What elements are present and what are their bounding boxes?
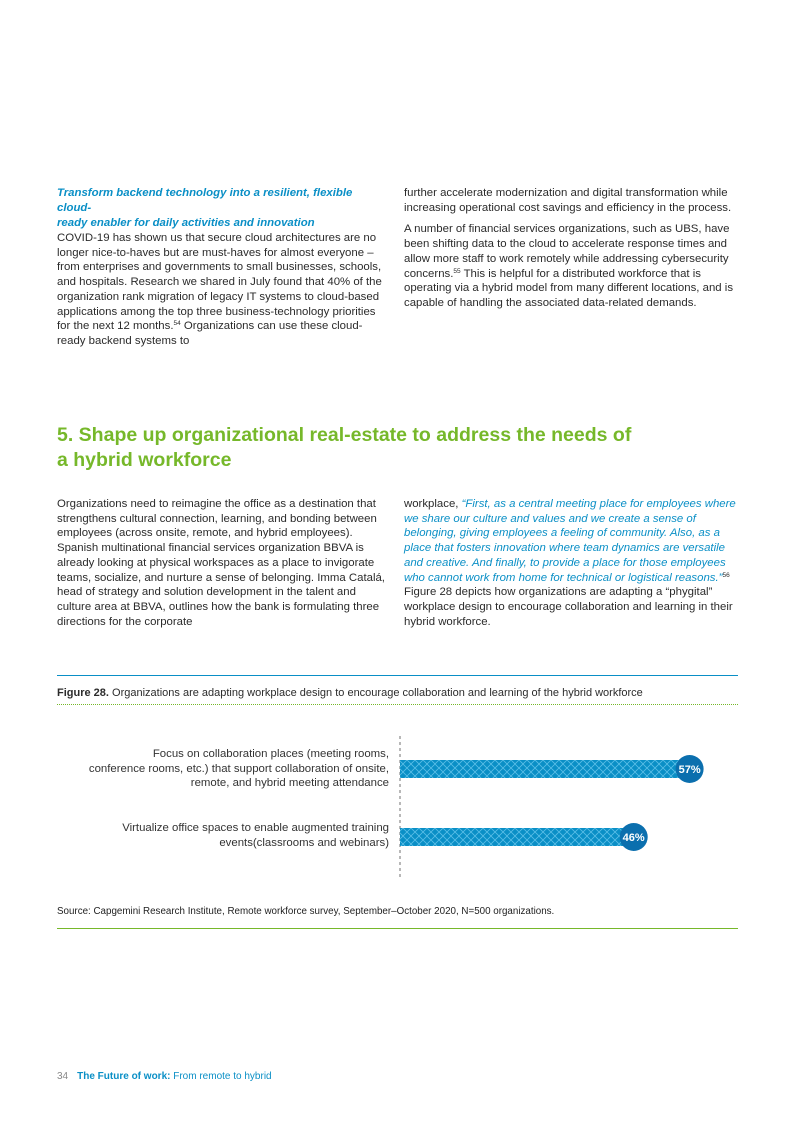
page-number: 34 [57, 1071, 69, 1082]
bar-chart [395, 736, 735, 878]
subsection-heading [57, 186, 389, 231]
section-right-column [404, 497, 738, 629]
paragraph-ubs-tail: This is helpful for a distributed workforce that is operating via a hybrid model from many different locations, and is capable of handling the associated data-related demands. [404, 267, 734, 309]
paragraph-bbva: Organizations need to reimagine the office as a destination that strengthens cultural connection, learning, and bonding between employees (across onsite, remote, and hybrid employees). Spanish multinational financial services organization BBVA is already looking at physical workspaces as a place to invigorate teams, socialize, and nurture a sense of belonging. Imma Catalá, head of strategy and solution development in the talent and culture area at BBVA, outlines how the bank is formulating three directions for the corporate [57, 498, 385, 628]
footnote-ref-56: 56 [722, 571, 730, 579]
footer-brand: The Future of work: [77, 1071, 171, 1082]
bbva-quote: “First, as a central meeting place for employees where we share our culture and values and we create a sense of belonging, giving employees a feeling of community. Also, as a place that fosters innovation where team dynamics are versatile and creative. And finally, to provide a place for those employees who cannot work from home for technical or logistical reasons.” [404, 498, 736, 584]
figure-caption-text: Organizations are adapting workplace design to encourage collaboration and learning of the hybrid workforce [108, 687, 643, 699]
bar-label-virtualize [40, 821, 389, 850]
paragraph-cloud [57, 231, 389, 349]
figure-label: Figure 28. [57, 687, 109, 699]
value-label-collaboration: 57% [678, 764, 701, 776]
paragraph-workplace-tail: Figure 28 depicts how organizations are adapting a “phygital” workplace design to encourage collaboration and learning in their hybrid workforce. [404, 586, 733, 628]
top-left-column [57, 186, 389, 349]
figure-bottom-rule [57, 928, 738, 929]
section-title-line2: a hybrid workforce [57, 448, 232, 471]
bar-label-virtualize-line1: Virtualize office spaces to enable augmented training [122, 822, 389, 834]
subsection-heading-line2: ready enabler for daily activities and innovation [57, 217, 315, 229]
bar-label-virtualize-line2: events(classrooms and webinars) [219, 836, 389, 849]
figure-top-rule [57, 675, 738, 676]
section-title [57, 423, 757, 472]
paragraph-ubs-text: A number of financial services organizations, such as UBS, have been shifting data to the cloud to accelerate response times and allow more staff to work remotely while addressing cybersecurity concerns. [404, 223, 730, 280]
paragraph-modernization: further accelerate modernization and digital transformation while increasing operational cost savings and efficiency in the process. [404, 187, 732, 214]
top-right-column [404, 186, 738, 311]
paragraph-workplace-lead: workplace, [404, 498, 462, 510]
bar-label-collaboration-line1: Focus on collaboration places (meeting rooms, [152, 748, 389, 760]
footer-subtitle: From remote to hybrid [170, 1071, 272, 1082]
value-label-virtualize: 46% [622, 832, 645, 844]
bar-collaboration [400, 760, 690, 778]
figure-caption [57, 686, 747, 700]
bar-label-collaboration [40, 747, 389, 791]
section-left-column [57, 497, 389, 629]
subsection-heading-line1: Transform backend technology into a resilient, flexible cloud- [57, 187, 353, 214]
paragraph-ubs [404, 222, 738, 310]
figure-source: Source: Capgemini Research Institute, Remote workforce survey, September–October 2020, N=500 organizations. [57, 906, 555, 917]
bar-virtualize [400, 828, 634, 846]
figure-caption-divider [57, 704, 738, 705]
paragraph-cloud-tail: Organizations can use these cloud-ready backend systems to [57, 320, 363, 347]
footnote-ref-54: 54 [173, 320, 181, 328]
bar-label-collaboration-line3: remote, and hybrid meeting attendance [190, 777, 389, 790]
paragraph-cloud-text: COVID-19 has shown us that secure cloud architectures are no longer nice-to-haves but are must-haves for almost everyone – from enterprises and governments to small businesses, schools, and hospitals. Research we shared in July found that 40% of the organization rank migration of legacy IT systems to cloud-based applications among the top three business-technology priorities for the next 12 months. [57, 232, 382, 333]
page-footer [57, 1071, 272, 1082]
footnote-ref-55: 55 [453, 267, 461, 275]
section-title-line1: 5. Shape up organizational real-estate to address the needs of [57, 424, 632, 446]
paragraph-workplace [404, 497, 738, 629]
bar-label-collaboration-line2: conference rooms, etc.) that support collaboration of onsite, [88, 762, 389, 775]
